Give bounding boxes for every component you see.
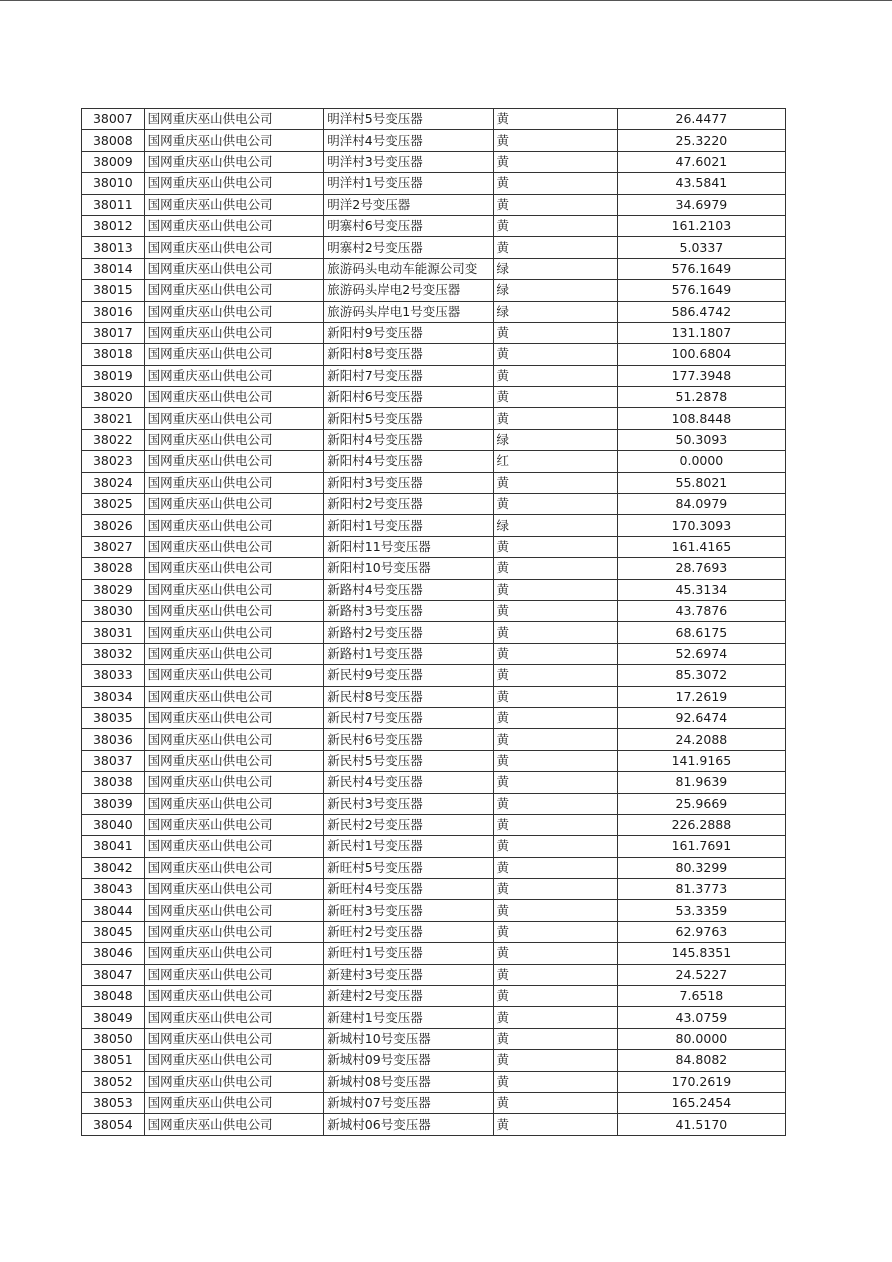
device-name-cell: 新民村1号变压器: [324, 836, 493, 857]
id-cell: 38026: [82, 515, 145, 536]
id-cell: 38047: [82, 964, 145, 985]
status-cell: 黄: [493, 151, 617, 172]
company-cell: 国网重庆巫山供电公司: [144, 964, 324, 985]
value-cell: 51.2878: [617, 387, 785, 408]
device-name-cell: 新建村2号变压器: [324, 986, 493, 1007]
device-name-cell: 新城村07号变压器: [324, 1092, 493, 1113]
value-cell: 85.3072: [617, 665, 785, 686]
table-row: [82, 494, 786, 515]
id-cell: 38050: [82, 1028, 145, 1049]
status-cell: 黄: [493, 215, 617, 236]
status-cell: 黄: [493, 173, 617, 194]
device-name-cell: 新阳村11号变压器: [324, 536, 493, 557]
company-cell: 国网重庆巫山供电公司: [144, 879, 324, 900]
table-row: [82, 365, 786, 386]
status-cell: 黄: [493, 750, 617, 771]
status-cell: 黄: [493, 1071, 617, 1092]
id-cell: 38018: [82, 344, 145, 365]
value-cell: 161.2103: [617, 215, 785, 236]
table-row: [82, 280, 786, 301]
id-cell: 38013: [82, 237, 145, 258]
table-row: [82, 515, 786, 536]
value-cell: 55.8021: [617, 472, 785, 493]
status-cell: 黄: [493, 472, 617, 493]
value-cell: 50.3093: [617, 429, 785, 450]
device-name-cell: 新建村3号变压器: [324, 964, 493, 985]
table-row: [82, 151, 786, 172]
value-cell: 24.2088: [617, 729, 785, 750]
status-cell: 绿: [493, 280, 617, 301]
device-name-cell: 新民村8号变压器: [324, 686, 493, 707]
status-cell: 黄: [493, 1050, 617, 1071]
device-name-cell: 新民村2号变压器: [324, 814, 493, 835]
table-row: [82, 836, 786, 857]
device-name-cell: 新民村9号变压器: [324, 665, 493, 686]
company-cell: 国网重庆巫山供电公司: [144, 408, 324, 429]
id-cell: 38040: [82, 814, 145, 835]
id-cell: 38035: [82, 707, 145, 728]
value-cell: 26.4477: [617, 109, 785, 130]
id-cell: 38036: [82, 729, 145, 750]
status-cell: 绿: [493, 258, 617, 279]
company-cell: 国网重庆巫山供电公司: [144, 921, 324, 942]
device-name-cell: 新旺村4号变压器: [324, 879, 493, 900]
device-name-cell: 新路村3号变压器: [324, 600, 493, 621]
status-cell: 黄: [493, 237, 617, 258]
value-cell: 576.1649: [617, 258, 785, 279]
device-name-cell: 新路村2号变压器: [324, 622, 493, 643]
id-cell: 38039: [82, 793, 145, 814]
value-cell: 81.3773: [617, 879, 785, 900]
company-cell: 国网重庆巫山供电公司: [144, 429, 324, 450]
table-row: [82, 943, 786, 964]
company-cell: 国网重庆巫山供电公司: [144, 836, 324, 857]
table-row: [82, 109, 786, 130]
id-cell: 38020: [82, 387, 145, 408]
company-cell: 国网重庆巫山供电公司: [144, 536, 324, 557]
status-cell: 黄: [493, 964, 617, 985]
id-cell: 38024: [82, 472, 145, 493]
company-cell: 国网重庆巫山供电公司: [144, 215, 324, 236]
id-cell: 38049: [82, 1007, 145, 1028]
value-cell: 586.4742: [617, 301, 785, 322]
table-row: [82, 301, 786, 322]
value-cell: 81.9639: [617, 772, 785, 793]
table-row: [82, 964, 786, 985]
table-row: [82, 729, 786, 750]
table-row: [82, 707, 786, 728]
table-row: [82, 558, 786, 579]
table-row: [82, 472, 786, 493]
table-row: [82, 258, 786, 279]
company-cell: 国网重庆巫山供电公司: [144, 622, 324, 643]
company-cell: 国网重庆巫山供电公司: [144, 600, 324, 621]
value-cell: 28.7693: [617, 558, 785, 579]
status-cell: 黄: [493, 857, 617, 878]
id-cell: 38019: [82, 365, 145, 386]
device-name-cell: 明洋村1号变压器: [324, 173, 493, 194]
company-cell: 国网重庆巫山供电公司: [144, 1114, 324, 1135]
company-cell: 国网重庆巫山供电公司: [144, 750, 324, 771]
value-cell: 145.8351: [617, 943, 785, 964]
table-row: [82, 986, 786, 1007]
value-cell: 53.3359: [617, 900, 785, 921]
table-row: [82, 1007, 786, 1028]
page-top-border: [0, 0, 892, 1]
table-row: [82, 322, 786, 343]
device-name-cell: 新民村4号变压器: [324, 772, 493, 793]
status-cell: 黄: [493, 365, 617, 386]
table-row: [82, 921, 786, 942]
id-cell: 38031: [82, 622, 145, 643]
id-cell: 38022: [82, 429, 145, 450]
status-cell: 黄: [493, 921, 617, 942]
table-row: [82, 600, 786, 621]
id-cell: 38015: [82, 280, 145, 301]
value-cell: 177.3948: [617, 365, 785, 386]
table-row: [82, 130, 786, 151]
status-cell: 黄: [493, 1028, 617, 1049]
value-cell: 576.1649: [617, 280, 785, 301]
table-row: [82, 194, 786, 215]
value-cell: 100.6804: [617, 344, 785, 365]
status-cell: 黄: [493, 836, 617, 857]
status-cell: 黄: [493, 130, 617, 151]
status-cell: 黄: [493, 793, 617, 814]
id-cell: 38007: [82, 109, 145, 130]
value-cell: 84.0979: [617, 494, 785, 515]
id-cell: 38043: [82, 879, 145, 900]
status-cell: 红: [493, 451, 617, 472]
status-cell: 黄: [493, 643, 617, 664]
value-cell: 52.6974: [617, 643, 785, 664]
company-cell: 国网重庆巫山供电公司: [144, 322, 324, 343]
company-cell: 国网重庆巫山供电公司: [144, 579, 324, 600]
device-name-cell: 新阳村2号变压器: [324, 494, 493, 515]
device-name-cell: 新旺村3号变压器: [324, 900, 493, 921]
value-cell: 47.6021: [617, 151, 785, 172]
id-cell: 38054: [82, 1114, 145, 1135]
status-cell: 黄: [493, 109, 617, 130]
device-name-cell: 新阳村10号变压器: [324, 558, 493, 579]
company-cell: 国网重庆巫山供电公司: [144, 280, 324, 301]
status-cell: 绿: [493, 515, 617, 536]
device-name-cell: 新阳村3号变压器: [324, 472, 493, 493]
device-name-cell: 旅游码头电动车能源公司变: [324, 258, 493, 279]
table-row: [82, 1071, 786, 1092]
status-cell: 黄: [493, 622, 617, 643]
device-name-cell: 新城村09号变压器: [324, 1050, 493, 1071]
table-row: [82, 408, 786, 429]
status-cell: 黄: [493, 1007, 617, 1028]
status-cell: 黄: [493, 986, 617, 1007]
table-row: [82, 1050, 786, 1071]
status-cell: 黄: [493, 1114, 617, 1135]
table-row: [82, 215, 786, 236]
id-cell: 38034: [82, 686, 145, 707]
status-cell: 黄: [493, 536, 617, 557]
company-cell: 国网重庆巫山供电公司: [144, 151, 324, 172]
company-cell: 国网重庆巫山供电公司: [144, 237, 324, 258]
table-row: [82, 173, 786, 194]
company-cell: 国网重庆巫山供电公司: [144, 686, 324, 707]
id-cell: 38037: [82, 750, 145, 771]
id-cell: 38028: [82, 558, 145, 579]
company-cell: 国网重庆巫山供电公司: [144, 130, 324, 151]
company-cell: 国网重庆巫山供电公司: [144, 814, 324, 835]
table-row: [82, 814, 786, 835]
company-cell: 国网重庆巫山供电公司: [144, 943, 324, 964]
id-cell: 38029: [82, 579, 145, 600]
id-cell: 38027: [82, 536, 145, 557]
status-cell: 黄: [493, 494, 617, 515]
id-cell: 38048: [82, 986, 145, 1007]
device-name-cell: 新路村1号变压器: [324, 643, 493, 664]
company-cell: 国网重庆巫山供电公司: [144, 665, 324, 686]
device-name-cell: 新阳村9号变压器: [324, 322, 493, 343]
value-cell: 34.6979: [617, 194, 785, 215]
device-name-cell: 新阳村5号变压器: [324, 408, 493, 429]
table-row: [82, 665, 786, 686]
id-cell: 38009: [82, 151, 145, 172]
status-cell: 绿: [493, 429, 617, 450]
id-cell: 38045: [82, 921, 145, 942]
device-name-cell: 旅游码头岸电1号变压器: [324, 301, 493, 322]
company-cell: 国网重庆巫山供电公司: [144, 707, 324, 728]
company-cell: 国网重庆巫山供电公司: [144, 109, 324, 130]
value-cell: 131.1807: [617, 322, 785, 343]
table-row: [82, 1028, 786, 1049]
table-row: [82, 1114, 786, 1135]
value-cell: 108.8448: [617, 408, 785, 429]
id-cell: 38030: [82, 600, 145, 621]
id-cell: 38023: [82, 451, 145, 472]
device-name-cell: 新阳村4号变压器: [324, 451, 493, 472]
device-name-cell: 新民村3号变压器: [324, 793, 493, 814]
value-cell: 170.2619: [617, 1071, 785, 1092]
value-cell: 41.5170: [617, 1114, 785, 1135]
company-cell: 国网重庆巫山供电公司: [144, 451, 324, 472]
value-cell: 161.4165: [617, 536, 785, 557]
company-cell: 国网重庆巫山供电公司: [144, 793, 324, 814]
table-row: [82, 579, 786, 600]
status-cell: 黄: [493, 686, 617, 707]
table-row: [82, 429, 786, 450]
device-name-cell: 新阳村8号变压器: [324, 344, 493, 365]
table-row: [82, 237, 786, 258]
value-cell: 62.9763: [617, 921, 785, 942]
status-cell: 黄: [493, 772, 617, 793]
device-name-cell: 新阳村7号变压器: [324, 365, 493, 386]
value-cell: 0.0000: [617, 451, 785, 472]
value-cell: 24.5227: [617, 964, 785, 985]
company-cell: 国网重庆巫山供电公司: [144, 1092, 324, 1113]
company-cell: 国网重庆巫山供电公司: [144, 729, 324, 750]
status-cell: 黄: [493, 665, 617, 686]
id-cell: 38046: [82, 943, 145, 964]
transformer-data-table: [81, 108, 786, 1136]
value-cell: 226.2888: [617, 814, 785, 835]
device-name-cell: 新城村10号变压器: [324, 1028, 493, 1049]
status-cell: 黄: [493, 322, 617, 343]
status-cell: 黄: [493, 408, 617, 429]
value-cell: 84.8082: [617, 1050, 785, 1071]
status-cell: 黄: [493, 387, 617, 408]
device-name-cell: 新民村6号变压器: [324, 729, 493, 750]
company-cell: 国网重庆巫山供电公司: [144, 986, 324, 1007]
id-cell: 38052: [82, 1071, 145, 1092]
id-cell: 38010: [82, 173, 145, 194]
status-cell: 黄: [493, 194, 617, 215]
company-cell: 国网重庆巫山供电公司: [144, 1071, 324, 1092]
company-cell: 国网重庆巫山供电公司: [144, 1028, 324, 1049]
company-cell: 国网重庆巫山供电公司: [144, 387, 324, 408]
value-cell: 68.6175: [617, 622, 785, 643]
status-cell: 黄: [493, 900, 617, 921]
table-row: [82, 686, 786, 707]
table-row: [82, 879, 786, 900]
id-cell: 38044: [82, 900, 145, 921]
device-name-cell: 明寨村6号变压器: [324, 215, 493, 236]
company-cell: 国网重庆巫山供电公司: [144, 301, 324, 322]
device-name-cell: 新旺村2号变压器: [324, 921, 493, 942]
device-name-cell: 明洋村5号变压器: [324, 109, 493, 130]
id-cell: 38025: [82, 494, 145, 515]
value-cell: 80.0000: [617, 1028, 785, 1049]
id-cell: 38038: [82, 772, 145, 793]
table-row: [82, 857, 786, 878]
id-cell: 38033: [82, 665, 145, 686]
value-cell: 161.7691: [617, 836, 785, 857]
value-cell: 170.3093: [617, 515, 785, 536]
device-name-cell: 新城村06号变压器: [324, 1114, 493, 1135]
status-cell: 黄: [493, 579, 617, 600]
status-cell: 黄: [493, 943, 617, 964]
company-cell: 国网重庆巫山供电公司: [144, 472, 324, 493]
device-name-cell: 新民村7号变压器: [324, 707, 493, 728]
company-cell: 国网重庆巫山供电公司: [144, 772, 324, 793]
value-cell: 17.2619: [617, 686, 785, 707]
status-cell: 黄: [493, 707, 617, 728]
company-cell: 国网重庆巫山供电公司: [144, 344, 324, 365]
id-cell: 38011: [82, 194, 145, 215]
id-cell: 38041: [82, 836, 145, 857]
device-name-cell: 明洋2号变压器: [324, 194, 493, 215]
status-cell: 黄: [493, 600, 617, 621]
value-cell: 43.0759: [617, 1007, 785, 1028]
company-cell: 国网重庆巫山供电公司: [144, 515, 324, 536]
table-row: [82, 622, 786, 643]
id-cell: 38032: [82, 643, 145, 664]
value-cell: 43.7876: [617, 600, 785, 621]
device-name-cell: 明洋村3号变压器: [324, 151, 493, 172]
value-cell: 5.0337: [617, 237, 785, 258]
device-name-cell: 新旺村1号变压器: [324, 943, 493, 964]
status-cell: 黄: [493, 814, 617, 835]
device-name-cell: 新阳村6号变压器: [324, 387, 493, 408]
device-name-cell: 新路村4号变压器: [324, 579, 493, 600]
table-row: [82, 344, 786, 365]
value-cell: 25.9669: [617, 793, 785, 814]
table-row: [82, 536, 786, 557]
table-row: [82, 793, 786, 814]
value-cell: 45.3134: [617, 579, 785, 600]
company-cell: 国网重庆巫山供电公司: [144, 258, 324, 279]
id-cell: 38008: [82, 130, 145, 151]
device-name-cell: 新城村08号变压器: [324, 1071, 493, 1092]
table-row: [82, 643, 786, 664]
device-name-cell: 新旺村5号变压器: [324, 857, 493, 878]
device-name-cell: 旅游码头岸电2号变压器: [324, 280, 493, 301]
id-cell: 38051: [82, 1050, 145, 1071]
status-cell: 黄: [493, 729, 617, 750]
id-cell: 38053: [82, 1092, 145, 1113]
status-cell: 黄: [493, 879, 617, 900]
value-cell: 25.3220: [617, 130, 785, 151]
company-cell: 国网重庆巫山供电公司: [144, 194, 324, 215]
device-name-cell: 明洋村4号变压器: [324, 130, 493, 151]
value-cell: 7.6518: [617, 986, 785, 1007]
table-row: [82, 387, 786, 408]
device-name-cell: 明寨村2号变压器: [324, 237, 493, 258]
table-row: [82, 1092, 786, 1113]
value-cell: 43.5841: [617, 173, 785, 194]
table-row: [82, 900, 786, 921]
company-cell: 国网重庆巫山供电公司: [144, 857, 324, 878]
table-row: [82, 451, 786, 472]
device-name-cell: 新民村5号变压器: [324, 750, 493, 771]
company-cell: 国网重庆巫山供电公司: [144, 558, 324, 579]
company-cell: 国网重庆巫山供电公司: [144, 1007, 324, 1028]
status-cell: 黄: [493, 558, 617, 579]
value-cell: 92.6474: [617, 707, 785, 728]
id-cell: 38012: [82, 215, 145, 236]
table-body: [82, 109, 786, 1136]
company-cell: 国网重庆巫山供电公司: [144, 900, 324, 921]
value-cell: 80.3299: [617, 857, 785, 878]
id-cell: 38021: [82, 408, 145, 429]
value-cell: 165.2454: [617, 1092, 785, 1113]
status-cell: 黄: [493, 1092, 617, 1113]
device-name-cell: 新建村1号变压器: [324, 1007, 493, 1028]
status-cell: 黄: [493, 344, 617, 365]
company-cell: 国网重庆巫山供电公司: [144, 494, 324, 515]
id-cell: 38042: [82, 857, 145, 878]
table-row: [82, 750, 786, 771]
company-cell: 国网重庆巫山供电公司: [144, 1050, 324, 1071]
company-cell: 国网重庆巫山供电公司: [144, 643, 324, 664]
device-name-cell: 新阳村1号变压器: [324, 515, 493, 536]
id-cell: 38017: [82, 322, 145, 343]
company-cell: 国网重庆巫山供电公司: [144, 365, 324, 386]
id-cell: 38014: [82, 258, 145, 279]
company-cell: 国网重庆巫山供电公司: [144, 173, 324, 194]
id-cell: 38016: [82, 301, 145, 322]
value-cell: 141.9165: [617, 750, 785, 771]
status-cell: 绿: [493, 301, 617, 322]
table-row: [82, 772, 786, 793]
device-name-cell: 新阳村4号变压器: [324, 429, 493, 450]
